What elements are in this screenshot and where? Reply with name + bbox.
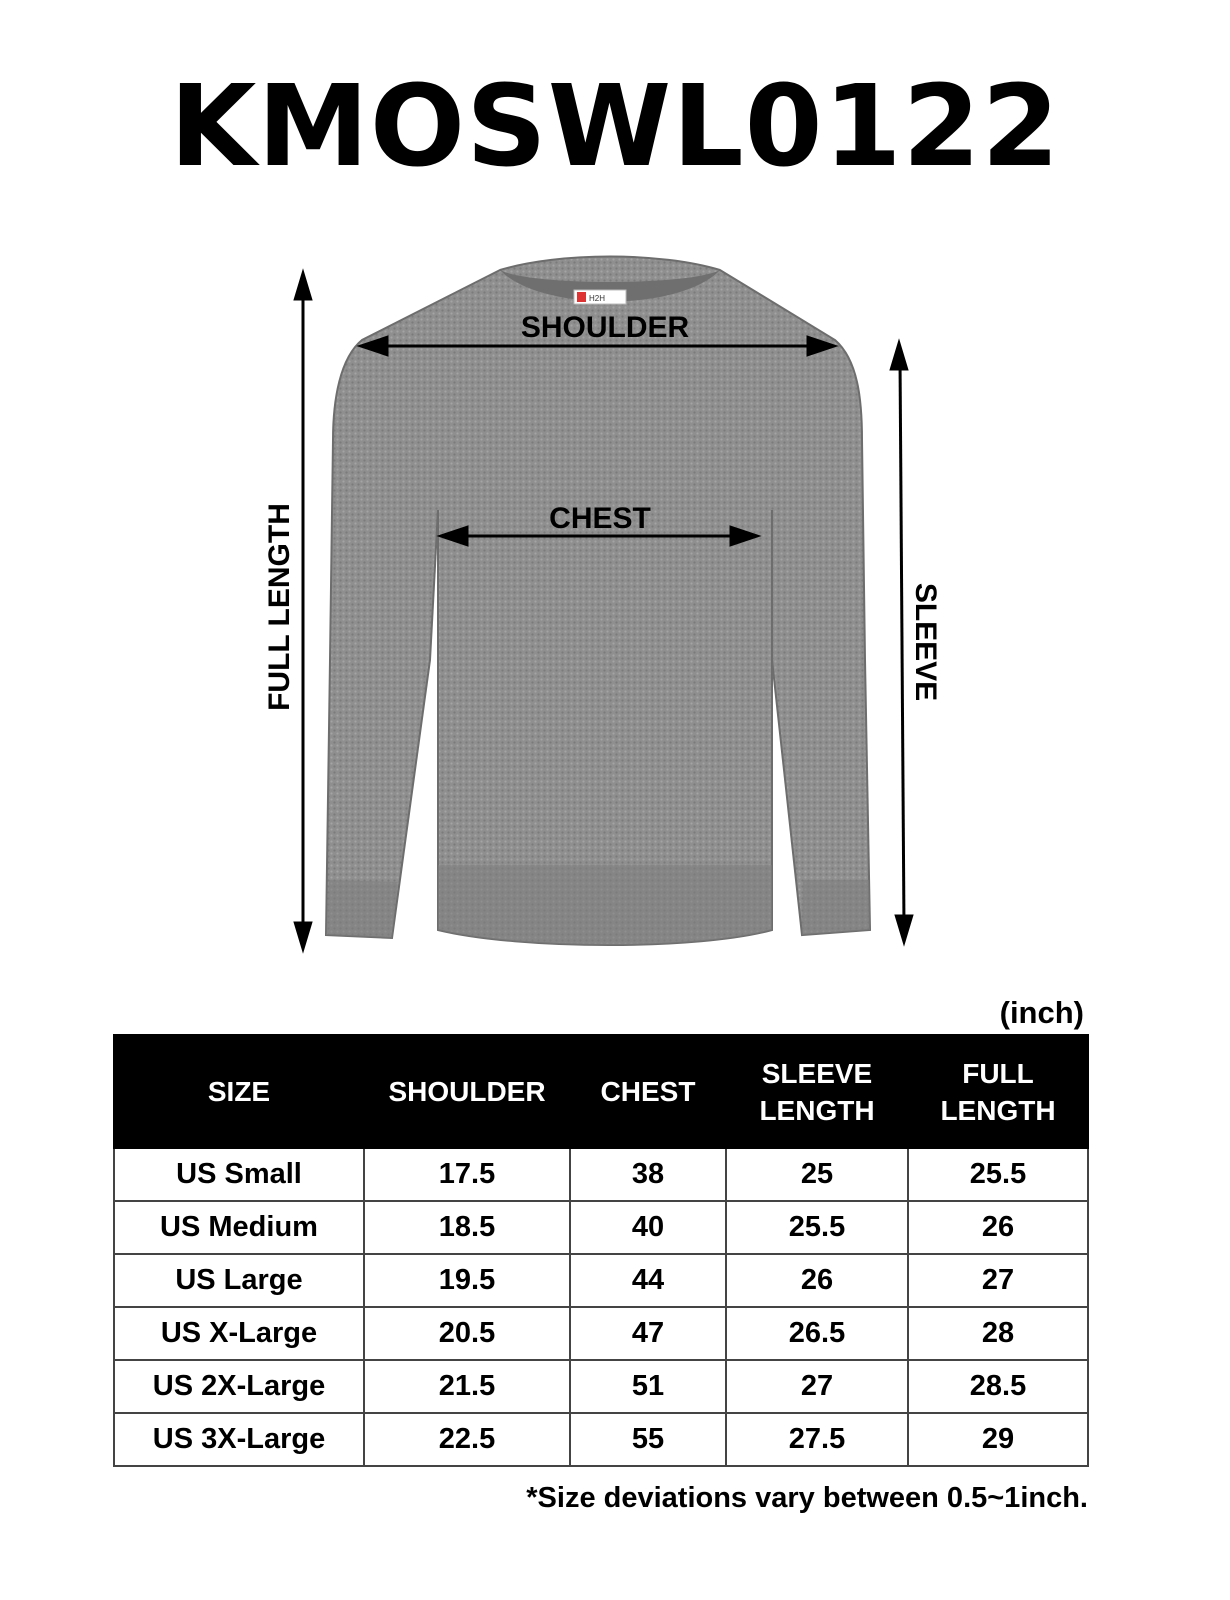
shoulder-cell: 19.5 [364, 1254, 570, 1307]
full-length-label: FULL LENGTH [263, 503, 296, 711]
table-row [114, 1360, 1088, 1413]
header-full-length: FULL LENGTH [908, 1035, 1088, 1148]
sleeve-length-cell: 25 [726, 1148, 908, 1201]
header-shoulder: SHOULDER [364, 1035, 570, 1148]
shoulder-cell: 21.5 [364, 1360, 570, 1413]
shoulder-cell: 17.5 [364, 1148, 570, 1201]
sleeve-length-cell: 25.5 [726, 1201, 908, 1254]
sleeve-length-cell: 26 [726, 1254, 908, 1307]
header-chest: CHEST [570, 1035, 726, 1148]
shoulder-cell: 20.5 [364, 1307, 570, 1360]
size-cell: US Small [114, 1148, 364, 1201]
size-cell: US Large [114, 1254, 364, 1307]
table-row [114, 1254, 1088, 1307]
unit-label: (inch) [999, 995, 1084, 1030]
table-header-row [114, 1035, 1088, 1148]
right-cuff [802, 880, 870, 935]
header-size: SIZE [114, 1035, 364, 1148]
table-row [114, 1201, 1088, 1254]
left-cuff [326, 880, 398, 938]
shoulder-label: SHOULDER [520, 311, 690, 344]
table-row [114, 1413, 1088, 1466]
full-length-cell: 29 [908, 1413, 1088, 1466]
full-length-cell: 28.5 [908, 1360, 1088, 1413]
size-cell: US Medium [114, 1201, 364, 1254]
chest-cell: 44 [570, 1254, 726, 1307]
size-chart-table [113, 1034, 1089, 1467]
table-row [114, 1148, 1088, 1201]
chest-cell: 40 [570, 1201, 726, 1254]
sleeve-length-cell: 27 [726, 1360, 908, 1413]
chest-cell: 47 [570, 1307, 726, 1360]
sleeve-length-cell: 27.5 [726, 1413, 908, 1466]
shoulder-cell: 22.5 [364, 1413, 570, 1466]
header-sleeve-length: SLEEVE LENGTH [726, 1035, 908, 1148]
chest-cell: 55 [570, 1413, 726, 1466]
measurement-diagram [0, 240, 1230, 980]
sleeve-label: SLEEVE [909, 582, 942, 702]
sweater-body [326, 257, 870, 946]
table-row [114, 1307, 1088, 1360]
full-length-cell: 28 [908, 1307, 1088, 1360]
sweater-illustration [0, 240, 1230, 980]
chest-cell: 38 [570, 1148, 726, 1201]
full-length-cell: 27 [908, 1254, 1088, 1307]
chest-cell: 51 [570, 1360, 726, 1413]
full-length-cell: 26 [908, 1201, 1088, 1254]
size-cell: US X-Large [114, 1307, 364, 1360]
product-code-title: KMOSWL0122 [169, 62, 1061, 192]
sweater-hem [438, 865, 772, 945]
sleeve-length-cell: 26.5 [726, 1307, 908, 1360]
size-cell: US 3X-Large [114, 1413, 364, 1466]
garment-tag-text: H2H [589, 294, 606, 303]
full-length-cell: 25.5 [908, 1148, 1088, 1201]
chest-label: CHEST [549, 502, 651, 535]
shoulder-cell: 18.5 [364, 1201, 570, 1254]
size-deviation-note: *Size deviations vary between 0.5~1inch. [526, 1482, 1088, 1514]
size-cell: US 2X-Large [114, 1360, 364, 1413]
